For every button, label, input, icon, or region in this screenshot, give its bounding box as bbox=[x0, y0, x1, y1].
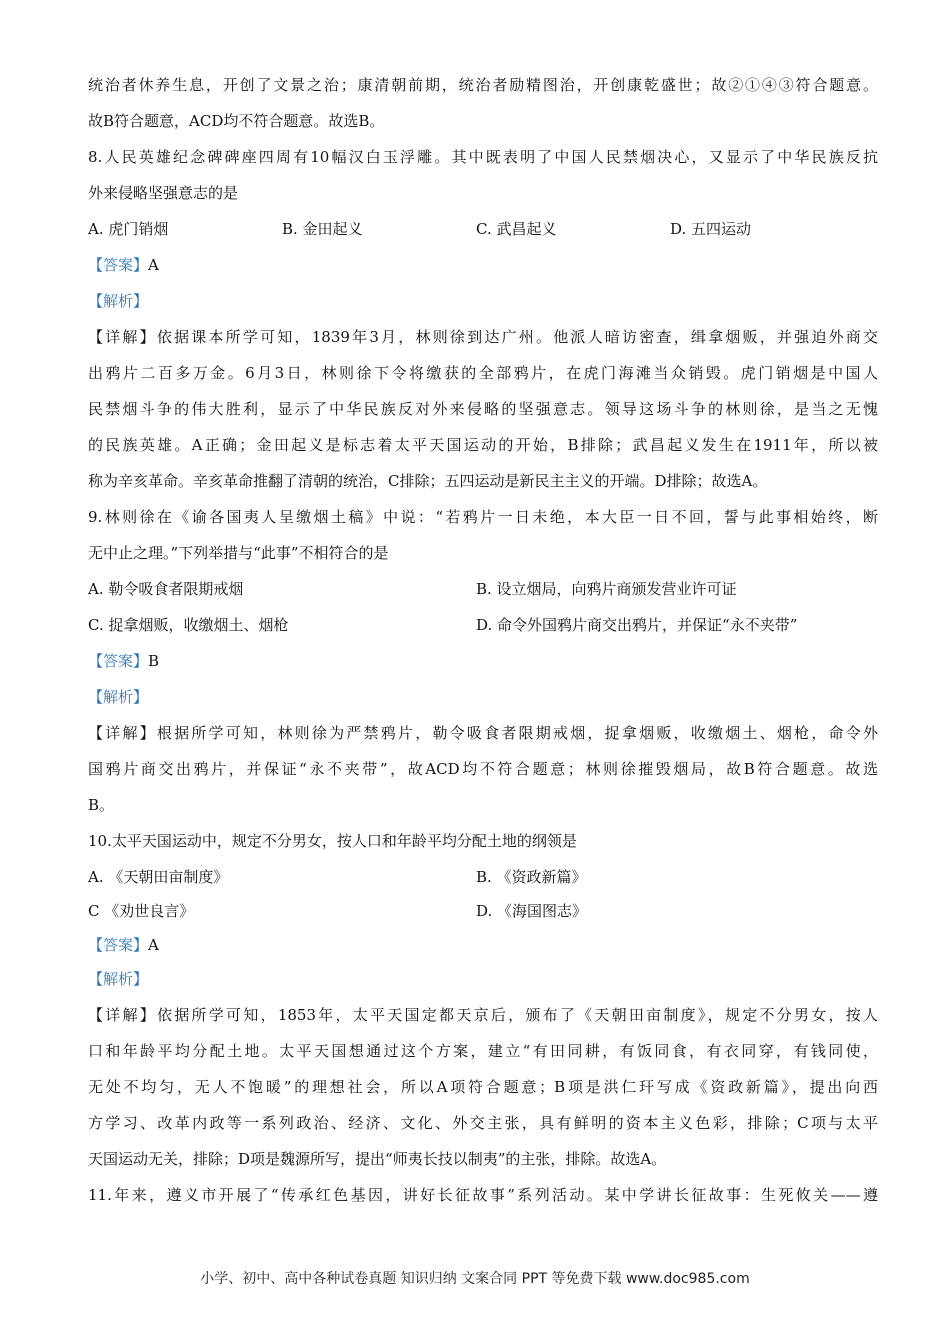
q8-explanation: 称为辛亥革命。辛亥革命推翻了清朝的统治，C排除；五四运动是新民主主义的开端。D排除；故选A。 bbox=[88, 472, 768, 490]
question-9-stem-cont: 无中止之理。”下列举措与“此事”不相符合的是 bbox=[88, 544, 389, 562]
q9-option-c: C. 捉拿烟贩，收缴烟土、烟枪 bbox=[88, 616, 289, 634]
answer-tag: 【答案】 bbox=[88, 652, 149, 670]
q10-option-b: B. 《资政新篇》 bbox=[476, 868, 587, 886]
q8-option-b: B. 金田起义 bbox=[282, 220, 363, 238]
q8-explanation: 的民族英雄。A正确；金田起义是标志着太平天国运动的开始，B排除；武昌起义发生在1911年，所以被 bbox=[88, 436, 878, 454]
q10-option-a: A. 《天朝田亩制度》 bbox=[88, 868, 229, 886]
answer-value: A bbox=[148, 936, 159, 954]
q10-answer bbox=[88, 934, 159, 956]
question-9-stem: 9.林则徐在《谕各国夷人呈缴烟土稿》中说：“若鸦片一日未绝，本大臣一日不回，誓与此事相始终，断 bbox=[88, 508, 878, 526]
q8-option-a: A. 虎门销烟 bbox=[88, 220, 169, 238]
q9-analysis-tag: 【解析】 bbox=[88, 688, 149, 706]
q10-analysis-tag: 【解析】 bbox=[88, 970, 149, 988]
q10-explanation: 口和年龄平均分配土地。太平天国想通过这个方案，建立“有田同耕，有饭同食，有衣同穿，有钱同使， bbox=[88, 1042, 878, 1060]
q8-analysis-tag: 【解析】 bbox=[88, 292, 149, 310]
q10-explanation: 方学习、改革内政等一系列政治、经济、文化、外交主张，具有鲜明的资本主义色彩，排除；C项与太平 bbox=[88, 1114, 878, 1132]
q9-explanation: 国鸦片商交出鸦片，并保证“永不夹带”，故ACD均不符合题意；林则徐摧毁烟局，故B符合题意。故选 bbox=[88, 760, 878, 778]
q10-option-c: C 《劝世良言》 bbox=[88, 902, 195, 920]
answer-value: A bbox=[148, 256, 159, 274]
q8-explanation: 出鸦片二百多万金。6月3日，林则徐下令将缴获的全部鸦片，在虎门海滩当众销毁。虎门销烟是中国人 bbox=[88, 364, 878, 382]
question-8-stem-cont: 外来侵略坚强意志的是 bbox=[88, 184, 239, 202]
q10-explanation: 【详解】依据所学可知，1853年，太平天国定都天京后，颁布了《天朝田亩制度》，规定不分男女，按人 bbox=[88, 1006, 878, 1024]
text-line: 统治者休养生息，开创了文景之治；康清朝前期，统治者励精图治，开创康乾盛世；故②①④③符合题意。 bbox=[88, 76, 878, 94]
question-8-stem: 8.人民英雄纪念碑碑座四周有10幅汉白玉浮雕。其中既表明了中国人民禁烟决心，又显示了中华民族反抗 bbox=[88, 148, 878, 166]
question-10-stem: 10.太平天国运动中，规定不分男女，按人口和年龄平均分配土地的纲领是 bbox=[88, 832, 577, 850]
text-line: 故B符合题意，ACD均不符合题意。故选B。 bbox=[88, 112, 385, 130]
q9-explanation: B。 bbox=[88, 796, 115, 814]
q10-explanation: 无处不均匀，无人不饱暖”的理想社会，所以A项符合题意；B项是洪仁玕写成《资政新篇》，提出向西 bbox=[88, 1078, 878, 1096]
q8-answer bbox=[88, 254, 159, 276]
question-11-stem: 11.年来，遵义市开展了“传承红色基因，讲好长征故事”系列活动。某中学讲长征故事：生死攸关——遵 bbox=[88, 1186, 878, 1204]
q10-explanation: 天国运动无关，排除；D项是魏源所写，提出“师夷长技以制夷”的主张，排除。故选A。 bbox=[88, 1150, 667, 1168]
q8-explanation: 民禁烟斗争的伟大胜利，显示了中华民族反对外来侵略的坚强意志。领导这场斗争的林则徐，是当之无愧 bbox=[88, 400, 878, 418]
q9-option-a: A. 勒令吸食者限期戒烟 bbox=[88, 580, 244, 598]
q8-explanation: 【详解】依据课本所学可知，1839年3月，林则徐到达广州。他派人暗访密查，缉拿烟贩，并强迫外商交 bbox=[88, 328, 878, 346]
page-footer: 小学、初中、高中各种试卷真题 知识归纳 文案合同 PPT 等免费下载 www.doc985.com bbox=[200, 1271, 750, 1287]
answer-tag: 【答案】 bbox=[88, 936, 149, 954]
q10-option-d: D. 《海国图志》 bbox=[476, 902, 588, 920]
q9-option-b: B. 设立烟局，向鸦片商颁发营业许可证 bbox=[476, 580, 737, 598]
answer-value: B bbox=[148, 652, 160, 670]
q8-option-c: C. 武昌起义 bbox=[476, 220, 557, 238]
q8-option-d: D. 五四运动 bbox=[670, 220, 752, 238]
q9-explanation: 【详解】根据所学可知，林则徐为严禁鸦片，勒令吸食者限期戒烟，捉拿烟贩，收缴烟土、烟枪，命令外 bbox=[88, 724, 878, 742]
answer-tag: 【答案】 bbox=[88, 256, 149, 274]
q9-option-d: D. 命令外国鸦片商交出鸦片，并保证“永不夹带” bbox=[476, 616, 798, 634]
q9-answer bbox=[88, 650, 159, 672]
